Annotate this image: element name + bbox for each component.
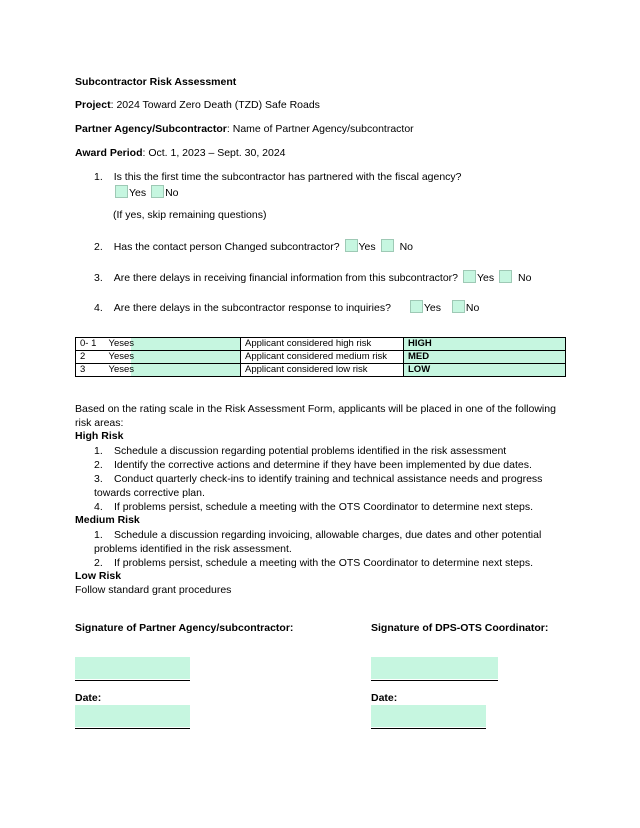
risk-description-cell: Applicant considered low risk [241,364,404,377]
yes-checkbox[interactable] [115,185,128,198]
question-text: Are there delays in the subcontractor response to inquiries? [113,302,391,314]
list-item: 1. Schedule a discussion regarding potential problems identified in the risk assessment [94,445,507,457]
no-label: No [165,187,179,199]
risk-description-cell: Applicant considered medium risk [241,351,404,364]
coordinator-signature-field[interactable] [371,657,498,679]
list-item: 1. Schedule a discussion regarding invoicing, allowable charges, due dates and other potential problems identified in the risk assessment. [94,529,542,555]
project-label: Project [75,99,111,111]
yeses-cell[interactable] [108,351,241,364]
list-item-text: Identify the corrective actions and determine if they have been implemented by due dates. [114,459,532,471]
question-1-options [113,185,179,199]
yes-checkbox[interactable] [463,270,476,283]
list-item: 2. If problems persist, schedule a meeting with the OTS Coordinator to determine next steps. [94,557,534,569]
question-2 [94,239,413,253]
list-item-text: If problems persist, schedule a meeting with the OTS Coordinator to determine next steps. [114,557,534,569]
question-number: 3. [94,272,103,284]
list-item-text: Conduct quarterly check-ins to identify training and technical assistance needs and progress towards corrective plan. [94,473,543,499]
yeses-label: Yeses [108,338,135,349]
yes-checkbox[interactable] [410,300,423,313]
question-number: 1. [94,171,103,183]
list-item: 3. Conduct quarterly check-ins to identify training and technical assistance needs and progress towards corrective plan. [94,473,543,499]
partner-signature-field[interactable] [75,657,190,679]
yeses-label: Yeses [108,364,135,375]
yes-label: Yes [476,272,495,284]
yeses-cell[interactable] [108,364,241,377]
score-range-cell: 0- 1 [76,338,131,351]
coordinator-signature-line [371,680,498,681]
table-row [76,338,566,351]
project-value: : 2024 Toward Zero Death (TZD) Safe Roads [110,99,320,111]
partner-date-line [75,728,190,729]
yeses-label: Yeses [108,351,135,362]
partner-date-label: Date: [75,692,102,704]
risk-level-cell[interactable]: HIGH [404,338,566,351]
low-risk-text: Follow standard grant procedures [75,584,232,596]
list-item-text: Schedule a discussion regarding invoicing, allowable charges, due dates and other potential problems identified in the risk assessment. [94,529,542,555]
no-checkbox[interactable] [381,239,394,252]
table-row [76,351,566,364]
no-label: No [465,302,480,314]
partner-line [75,123,414,135]
award-label: Award Period [75,147,143,159]
project-line [75,99,320,111]
question-number: 2. [94,241,103,253]
award-line [75,147,286,159]
no-label: No [518,272,532,284]
medium-risk-heading: Medium Risk [75,514,140,526]
question-text: Are there delays in receiving financial information from this subcontractor? [113,272,459,284]
coordinator-date-line [371,728,486,729]
question-4 [94,300,479,314]
yeses-cell[interactable] [108,338,241,351]
partner-label: Partner Agency/Subcontractor [75,123,227,135]
score-range-cell: 2 [76,351,131,364]
medium-risk-list [75,528,565,570]
yes-label: Yes [423,302,441,314]
no-checkbox[interactable] [452,300,465,313]
list-item-text: Schedule a discussion regarding potential problems identified in the risk assessment [114,445,507,457]
no-label: No [399,241,413,253]
partner-date-field[interactable] [75,705,190,727]
risk-level-cell[interactable]: LOW [404,364,566,377]
list-item: 4. If problems persist, schedule a meeting with the OTS Coordinator to determine next steps. [94,501,534,513]
question-1-note: (If yes, skip remaining questions) [113,209,267,221]
list-item: 2. Identify the corrective actions and determine if they have been implemented by due dates. [94,459,532,471]
question-text: Has the contact person Changed subcontractor? [113,241,340,253]
partner-value: : Name of Partner Agency/subcontractor [226,123,414,135]
risk-description-cell: Applicant considered high risk [241,338,404,351]
question-number: 4. [94,302,103,314]
yes-checkbox[interactable] [345,239,358,252]
high-risk-heading: High Risk [75,430,124,442]
coordinator-date-field[interactable] [371,705,486,727]
risk-level-cell[interactable]: MED [404,351,566,364]
score-range-cell: 3 [76,364,131,377]
partner-signature-line [75,680,190,681]
yes-label: Yes [129,187,147,199]
coordinator-signature-label: Signature of DPS-OTS Coordinator: [371,622,549,634]
risk-areas-intro: Based on the rating scale in the Risk Assessment Form, applicants will be placed in one of the following risk areas: [75,403,556,429]
no-checkbox[interactable] [151,185,164,198]
high-risk-list [75,444,565,514]
low-risk-heading: Low Risk [75,570,122,582]
question-1 [94,171,462,183]
risk-rating-table [75,337,566,377]
question-3 [94,270,531,284]
award-value: : Oct. 1, 2023 – Sept. 30, 2024 [142,147,286,159]
list-item-text: If problems persist, schedule a meeting with the OTS Coordinator to determine next steps. [114,501,534,513]
partner-signature-label: Signature of Partner Agency/subcontractor: [75,622,294,634]
question-text: Is this the first time the subcontractor has partnered with the fiscal agency? [113,171,462,183]
table-row [76,364,566,377]
coordinator-date-label: Date: [371,692,398,704]
document-title: Subcontractor Risk Assessment [75,76,237,88]
no-checkbox[interactable] [499,270,512,283]
yes-label: Yes [358,241,376,253]
